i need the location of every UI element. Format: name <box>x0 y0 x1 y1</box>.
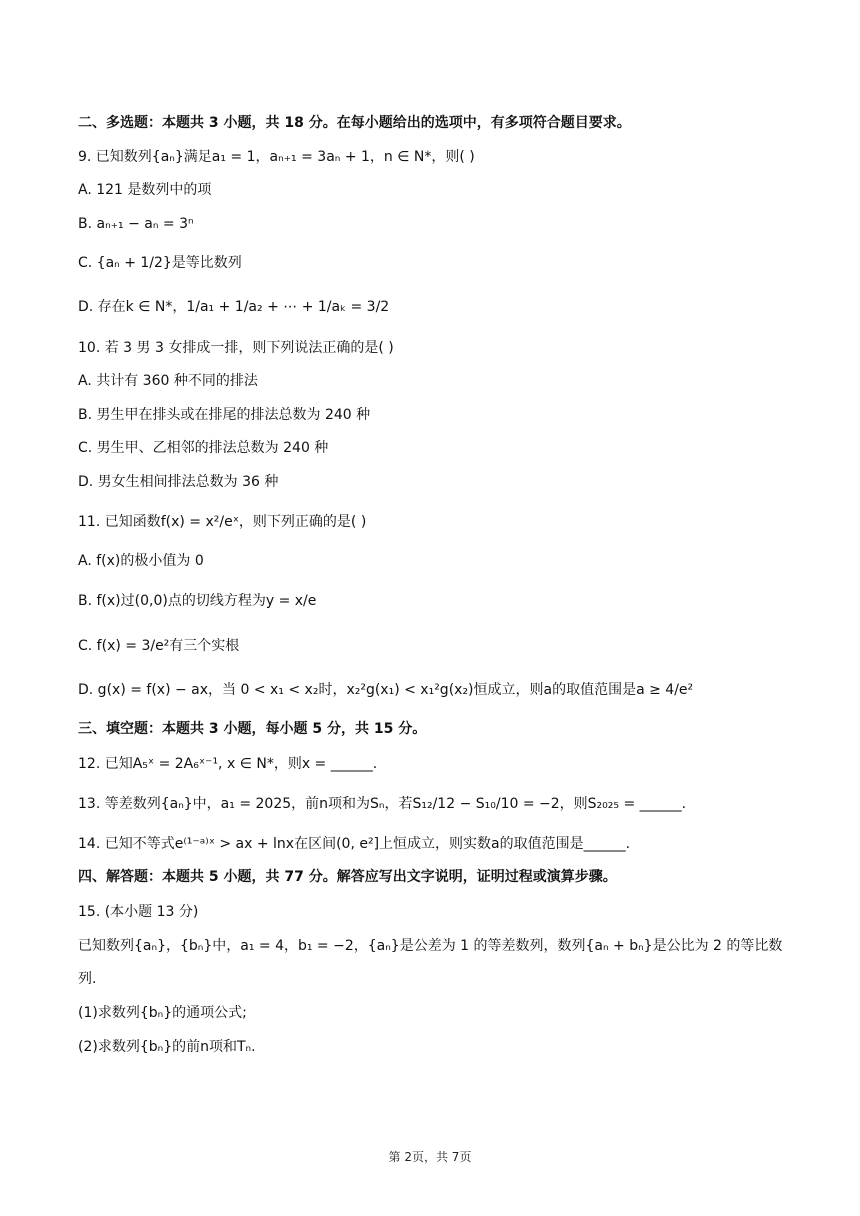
question-11-option-a: A. f(x)的极小值为 0 <box>78 553 204 569</box>
question-9-stem: 9. 已知数列{aₙ}满足a₁ = 1，aₙ₊₁ = 3aₙ + 1，n ∈ N*，则( ) <box>78 149 475 165</box>
section-heading-solutions: 四、解答题：本题共 5 小题，共 77 分。解答应写出文字说明，证明过程或演算步骤。 <box>78 869 617 885</box>
question-10-option-a: A. 共计有 360 种不同的排法 <box>78 373 258 389</box>
section-heading-fill-in: 三、填空题：本题共 3 小题，每小题 5 分，共 15 分。 <box>78 721 427 737</box>
question-9-option-b: B. aₙ₊₁ − aₙ = 3ⁿ <box>78 216 194 232</box>
question-15-part-1: (1)求数列{bₙ}的通项公式; <box>78 1005 247 1021</box>
question-15-body-line-1: 已知数列{aₙ}，{bₙ}中，a₁ = 4，b₁ = −2，{aₙ}是公差为 1 的等差数列，数列{aₙ + bₙ}是公比为 2 的等比数 <box>78 938 783 954</box>
question-11-option-d: D. g(x) = f(x) − ax，当 0 < x₁ < x₂时，x₂²g(x₁) < x₁²g(x₂)恒成立，则a的取值范围是a ≥ 4/e² <box>78 682 694 698</box>
question-14: 14. 已知不等式e⁽¹⁻ᵃ⁾ˣ > ax + lnx在区间(0, e²]上恒成立，则实数a的取值范围是______. <box>78 836 631 852</box>
page-footer: 第 2页，共 7页 <box>388 1150 472 1164</box>
question-11-stem: 11. 已知函数f(x) = x²/eˣ，则下列正确的是( ) <box>78 514 367 530</box>
question-10-stem: 10. 若 3 男 3 女排成一排，则下列说法正确的是( ) <box>78 340 394 356</box>
question-9-option-a: A. 121 是数列中的项 <box>78 182 212 198</box>
section-heading-multiple-choice: 二、多选题：本题共 3 小题，共 18 分。在每小题给出的选项中，有多项符合题目要求。 <box>78 115 631 131</box>
question-10-option-b: B. 男生甲在排头或在排尾的排法总数为 240 种 <box>78 407 371 423</box>
question-9-option-c: C. {aₙ + 1/2}是等比数列 <box>78 255 242 271</box>
question-12: 12. 已知A₅ˣ = 2A₆ˣ⁻¹, x ∈ N*，则x = ______. <box>78 756 378 772</box>
question-13: 13. 等差数列{aₙ}中，a₁ = 2025，前n项和为Sₙ，若S₁₂/12 − S₁₀/10 = −2，则S₂₀₂₅ = ______. <box>78 796 687 812</box>
question-9-option-d: D. 存在k ∈ N*，1/a₁ + 1/a₂ + ⋯ + 1/aₖ = 3/2 <box>78 299 390 315</box>
question-11-option-b: B. f(x)过(0,0)点的切线方程为y = x/e <box>78 593 317 609</box>
question-11-option-c: C. f(x) = 3/e²有三个实根 <box>78 638 240 654</box>
question-10-option-c: C. 男生甲、乙相邻的排法总数为 240 种 <box>78 440 329 456</box>
question-10-option-d: D. 男女生相间排法总数为 36 种 <box>78 474 279 490</box>
question-15-title: 15. (本小题 13 分) <box>78 904 199 920</box>
question-15-part-2: (2)求数列{bₙ}的前n项和Tₙ. <box>78 1039 256 1055</box>
question-15-body-line-2: 列. <box>78 971 97 987</box>
